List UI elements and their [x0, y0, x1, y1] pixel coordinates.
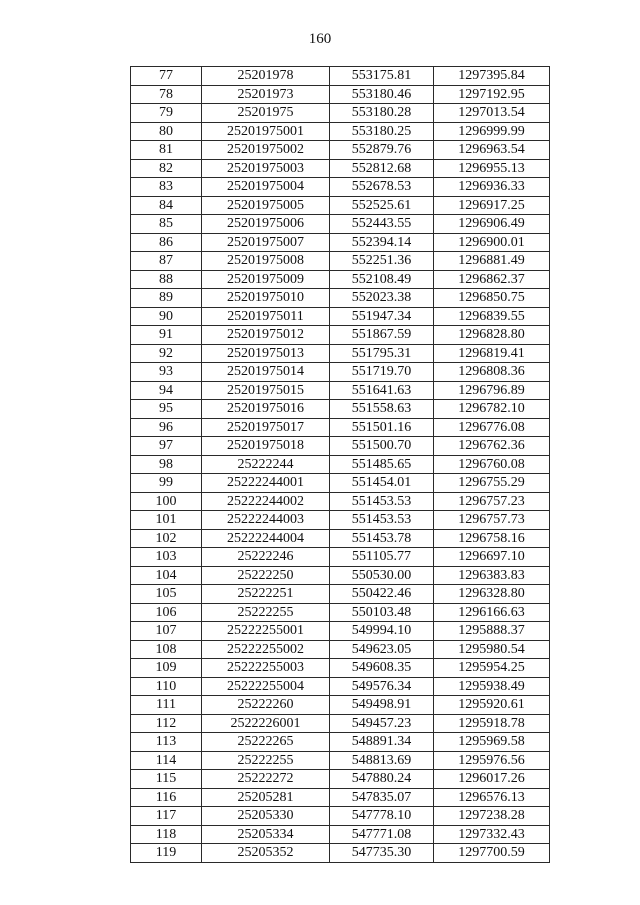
row-number-cell: 82	[131, 159, 202, 178]
point-id-cell: 25222255002	[202, 640, 330, 659]
x-coordinate-cell: 551795.31	[330, 344, 434, 363]
row-number-cell: 101	[131, 511, 202, 530]
row-number-cell: 79	[131, 104, 202, 123]
point-id-cell: 25222265	[202, 733, 330, 752]
point-id-cell: 25222251	[202, 585, 330, 604]
row-number-cell: 119	[131, 844, 202, 863]
point-id-cell: 25222255001	[202, 622, 330, 641]
y-coordinate-cell: 1296166.63	[434, 603, 550, 622]
y-coordinate-cell: 1296776.08	[434, 418, 550, 437]
table-row	[131, 677, 550, 696]
x-coordinate-cell: 551641.63	[330, 381, 434, 400]
point-id-cell: 25222255004	[202, 677, 330, 696]
y-coordinate-cell: 1295969.58	[434, 733, 550, 752]
table-row	[131, 511, 550, 530]
table-row	[131, 307, 550, 326]
point-id-cell: 25201975013	[202, 344, 330, 363]
y-coordinate-cell: 1296328.80	[434, 585, 550, 604]
x-coordinate-cell: 549623.05	[330, 640, 434, 659]
table-row	[131, 363, 550, 382]
table-row	[131, 770, 550, 789]
table-row	[131, 751, 550, 770]
y-coordinate-cell: 1296808.36	[434, 363, 550, 382]
x-coordinate-cell: 547735.30	[330, 844, 434, 863]
table-row	[131, 714, 550, 733]
y-coordinate-cell: 1295980.54	[434, 640, 550, 659]
table-row	[131, 418, 550, 437]
point-id-cell: 25201975003	[202, 159, 330, 178]
y-coordinate-cell: 1297700.59	[434, 844, 550, 863]
point-id-cell: 25201975014	[202, 363, 330, 382]
x-coordinate-cell: 551558.63	[330, 400, 434, 419]
y-coordinate-cell: 1295954.25	[434, 659, 550, 678]
y-coordinate-cell: 1297395.84	[434, 67, 550, 86]
row-number-cell: 86	[131, 233, 202, 252]
table-row	[131, 344, 550, 363]
y-coordinate-cell: 1297238.28	[434, 807, 550, 826]
table-row	[131, 141, 550, 160]
point-id-cell: 25222244	[202, 455, 330, 474]
y-coordinate-cell: 1296576.13	[434, 788, 550, 807]
row-number-cell: 96	[131, 418, 202, 437]
y-coordinate-cell: 1296900.01	[434, 233, 550, 252]
table-row	[131, 381, 550, 400]
row-number-cell: 110	[131, 677, 202, 696]
point-id-cell: 25205334	[202, 825, 330, 844]
x-coordinate-cell: 549608.35	[330, 659, 434, 678]
table-row	[131, 640, 550, 659]
x-coordinate-cell: 553180.46	[330, 85, 434, 104]
point-id-cell: 25205330	[202, 807, 330, 826]
page-number: 160	[308, 31, 332, 47]
table-row	[131, 400, 550, 419]
table-row	[131, 696, 550, 715]
y-coordinate-cell: 1296881.49	[434, 252, 550, 271]
point-id-cell: 25201975011	[202, 307, 330, 326]
y-coordinate-cell: 1296936.33	[434, 178, 550, 197]
point-id-cell: 25201975	[202, 104, 330, 123]
table-row	[131, 788, 550, 807]
y-coordinate-cell: 1296755.29	[434, 474, 550, 493]
table-row	[131, 215, 550, 234]
point-id-cell: 25201975015	[202, 381, 330, 400]
x-coordinate-cell: 551105.77	[330, 548, 434, 567]
x-coordinate-cell: 552443.55	[330, 215, 434, 234]
table-row	[131, 159, 550, 178]
point-id-cell: 25201975018	[202, 437, 330, 456]
row-number-cell: 116	[131, 788, 202, 807]
y-coordinate-cell: 1296917.25	[434, 196, 550, 215]
y-coordinate-cell: 1296963.54	[434, 141, 550, 160]
x-coordinate-cell: 551453.53	[330, 511, 434, 530]
table-row	[131, 326, 550, 345]
y-coordinate-cell: 1296383.83	[434, 566, 550, 585]
point-id-cell: 25201975010	[202, 289, 330, 308]
y-coordinate-cell: 1296757.23	[434, 492, 550, 511]
x-coordinate-cell: 553175.81	[330, 67, 434, 86]
y-coordinate-cell: 1297013.54	[434, 104, 550, 123]
row-number-cell: 94	[131, 381, 202, 400]
row-number-cell: 115	[131, 770, 202, 789]
point-id-cell: 25201975016	[202, 400, 330, 419]
x-coordinate-cell: 552108.49	[330, 270, 434, 289]
y-coordinate-cell: 1295920.61	[434, 696, 550, 715]
x-coordinate-cell: 551867.59	[330, 326, 434, 345]
y-coordinate-cell: 1296999.99	[434, 122, 550, 141]
table-row	[131, 196, 550, 215]
table-row	[131, 437, 550, 456]
y-coordinate-cell: 1296839.55	[434, 307, 550, 326]
y-coordinate-cell: 1296697.10	[434, 548, 550, 567]
row-number-cell: 113	[131, 733, 202, 752]
table-row	[131, 233, 550, 252]
row-number-cell: 104	[131, 566, 202, 585]
x-coordinate-cell: 552525.61	[330, 196, 434, 215]
table-row	[131, 270, 550, 289]
point-id-cell: 25222255	[202, 603, 330, 622]
table-row	[131, 492, 550, 511]
row-number-cell: 97	[131, 437, 202, 456]
table-row	[131, 122, 550, 141]
row-number-cell: 111	[131, 696, 202, 715]
table-row	[131, 455, 550, 474]
row-number-cell: 99	[131, 474, 202, 493]
point-id-cell: 25201973	[202, 85, 330, 104]
table-row	[131, 548, 550, 567]
point-id-cell: 25201975009	[202, 270, 330, 289]
row-number-cell: 88	[131, 270, 202, 289]
x-coordinate-cell: 551453.78	[330, 529, 434, 548]
y-coordinate-cell: 1297332.43	[434, 825, 550, 844]
y-coordinate-cell: 1296758.16	[434, 529, 550, 548]
row-number-cell: 102	[131, 529, 202, 548]
row-number-cell: 103	[131, 548, 202, 567]
x-coordinate-cell: 552812.68	[330, 159, 434, 178]
point-id-cell: 25201975012	[202, 326, 330, 345]
point-id-cell: 25201975008	[202, 252, 330, 271]
point-id-cell: 25222244004	[202, 529, 330, 548]
x-coordinate-cell: 547880.24	[330, 770, 434, 789]
y-coordinate-cell: 1295976.56	[434, 751, 550, 770]
point-id-cell: 25222246	[202, 548, 330, 567]
x-coordinate-cell: 548891.34	[330, 733, 434, 752]
table-body	[131, 67, 550, 863]
row-number-cell: 109	[131, 659, 202, 678]
y-coordinate-cell: 1295918.78	[434, 714, 550, 733]
x-coordinate-cell: 551947.34	[330, 307, 434, 326]
point-id-cell: 25205352	[202, 844, 330, 863]
row-number-cell: 106	[131, 603, 202, 622]
coordinates-table-container	[130, 66, 549, 863]
point-id-cell: 25222244001	[202, 474, 330, 493]
row-number-cell: 95	[131, 400, 202, 419]
row-number-cell: 85	[131, 215, 202, 234]
row-number-cell: 105	[131, 585, 202, 604]
x-coordinate-cell: 551500.70	[330, 437, 434, 456]
x-coordinate-cell: 551485.65	[330, 455, 434, 474]
row-number-cell: 93	[131, 363, 202, 382]
x-coordinate-cell: 547835.07	[330, 788, 434, 807]
x-coordinate-cell: 552023.38	[330, 289, 434, 308]
row-number-cell: 92	[131, 344, 202, 363]
x-coordinate-cell: 549457.23	[330, 714, 434, 733]
y-coordinate-cell: 1296862.37	[434, 270, 550, 289]
x-coordinate-cell: 552394.14	[330, 233, 434, 252]
point-id-cell: 25222260	[202, 696, 330, 715]
x-coordinate-cell: 547778.10	[330, 807, 434, 826]
point-id-cell: 25201975007	[202, 233, 330, 252]
table-row	[131, 252, 550, 271]
row-number-cell: 112	[131, 714, 202, 733]
table-row	[131, 622, 550, 641]
table-row	[131, 585, 550, 604]
table-row	[131, 825, 550, 844]
table-row	[131, 67, 550, 86]
x-coordinate-cell: 551453.53	[330, 492, 434, 511]
row-number-cell: 91	[131, 326, 202, 345]
y-coordinate-cell: 1296796.89	[434, 381, 550, 400]
row-number-cell: 83	[131, 178, 202, 197]
row-number-cell: 90	[131, 307, 202, 326]
x-coordinate-cell: 550530.00	[330, 566, 434, 585]
x-coordinate-cell: 552678.53	[330, 178, 434, 197]
x-coordinate-cell: 551719.70	[330, 363, 434, 382]
x-coordinate-cell: 551454.01	[330, 474, 434, 493]
point-id-cell: 25201975001	[202, 122, 330, 141]
y-coordinate-cell: 1296828.80	[434, 326, 550, 345]
row-number-cell: 80	[131, 122, 202, 141]
point-id-cell: 25222244003	[202, 511, 330, 530]
row-number-cell: 108	[131, 640, 202, 659]
table-row	[131, 289, 550, 308]
coordinates-table	[130, 66, 550, 863]
x-coordinate-cell: 553180.25	[330, 122, 434, 141]
table-row	[131, 474, 550, 493]
x-coordinate-cell: 550103.48	[330, 603, 434, 622]
row-number-cell: 84	[131, 196, 202, 215]
point-id-cell: 25201975005	[202, 196, 330, 215]
table-row	[131, 603, 550, 622]
point-id-cell: 25222244002	[202, 492, 330, 511]
row-number-cell: 78	[131, 85, 202, 104]
y-coordinate-cell: 1296850.75	[434, 289, 550, 308]
y-coordinate-cell: 1296906.49	[434, 215, 550, 234]
row-number-cell: 118	[131, 825, 202, 844]
x-coordinate-cell: 549498.91	[330, 696, 434, 715]
x-coordinate-cell: 550422.46	[330, 585, 434, 604]
x-coordinate-cell: 553180.28	[330, 104, 434, 123]
table-row	[131, 178, 550, 197]
x-coordinate-cell: 549994.10	[330, 622, 434, 641]
row-number-cell: 100	[131, 492, 202, 511]
row-number-cell: 98	[131, 455, 202, 474]
x-coordinate-cell: 552251.36	[330, 252, 434, 271]
row-number-cell: 114	[131, 751, 202, 770]
y-coordinate-cell: 1295888.37	[434, 622, 550, 641]
y-coordinate-cell: 1296955.13	[434, 159, 550, 178]
table-row	[131, 529, 550, 548]
point-id-cell: 25205281	[202, 788, 330, 807]
table-row	[131, 104, 550, 123]
row-number-cell: 87	[131, 252, 202, 271]
point-id-cell: 25201978	[202, 67, 330, 86]
y-coordinate-cell: 1296782.10	[434, 400, 550, 419]
table-row	[131, 85, 550, 104]
point-id-cell: 25222272	[202, 770, 330, 789]
point-id-cell: 25222250	[202, 566, 330, 585]
row-number-cell: 117	[131, 807, 202, 826]
y-coordinate-cell: 1296760.08	[434, 455, 550, 474]
point-id-cell: 25201975006	[202, 215, 330, 234]
x-coordinate-cell: 551501.16	[330, 418, 434, 437]
y-coordinate-cell: 1296017.26	[434, 770, 550, 789]
point-id-cell: 25222255	[202, 751, 330, 770]
y-coordinate-cell: 1295938.49	[434, 677, 550, 696]
x-coordinate-cell: 552879.76	[330, 141, 434, 160]
y-coordinate-cell: 1296762.36	[434, 437, 550, 456]
point-id-cell: 25222255003	[202, 659, 330, 678]
row-number-cell: 107	[131, 622, 202, 641]
row-number-cell: 89	[131, 289, 202, 308]
row-number-cell: 77	[131, 67, 202, 86]
table-row	[131, 807, 550, 826]
row-number-cell: 81	[131, 141, 202, 160]
table-row	[131, 659, 550, 678]
x-coordinate-cell: 549576.34	[330, 677, 434, 696]
table-row	[131, 733, 550, 752]
y-coordinate-cell: 1296757.73	[434, 511, 550, 530]
table-row	[131, 844, 550, 863]
y-coordinate-cell: 1297192.95	[434, 85, 550, 104]
x-coordinate-cell: 547771.08	[330, 825, 434, 844]
point-id-cell: 25201975002	[202, 141, 330, 160]
point-id-cell: 25201975017	[202, 418, 330, 437]
x-coordinate-cell: 548813.69	[330, 751, 434, 770]
table-row	[131, 566, 550, 585]
point-id-cell: 25201975004	[202, 178, 330, 197]
y-coordinate-cell: 1296819.41	[434, 344, 550, 363]
point-id-cell: 2522226001	[202, 714, 330, 733]
